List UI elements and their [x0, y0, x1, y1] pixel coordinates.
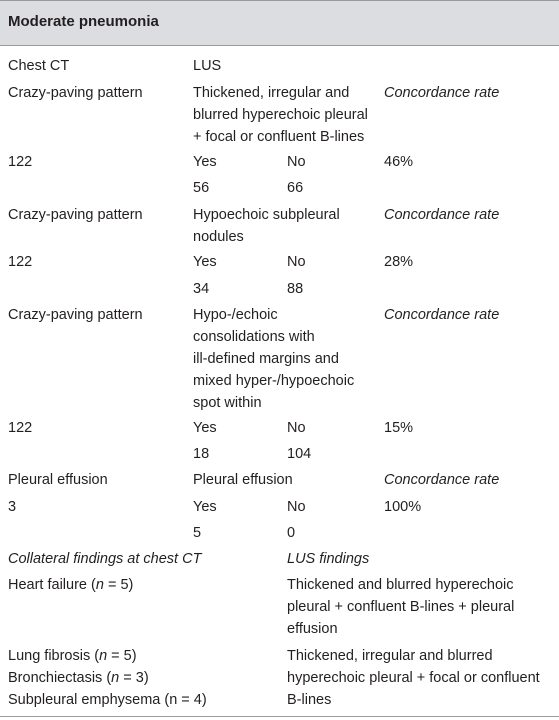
cell-yes-count: 5: [193, 525, 202, 541]
cell-no-count: 0: [287, 525, 296, 541]
cell-lus-finding-line: consolidations with: [193, 329, 315, 345]
cell-lus-header: LUS: [193, 58, 222, 74]
cell-concordance-value: 100%: [384, 499, 422, 515]
cell-lus-finding-line: spot within: [193, 395, 262, 411]
cell-lus-finding-line: hyperechoic pleural + focal or confluent: [287, 670, 540, 686]
cell-lus-finding-line: blurred hyperechoic pleural: [193, 107, 368, 123]
cell-concordance-label: Concordance rate: [384, 85, 500, 101]
cell-ct-finding: Crazy-paving pattern: [8, 307, 143, 323]
cell-yes-count: 18: [193, 446, 210, 462]
cell-lus-finding-line: Thickened, irregular and blurred: [287, 648, 493, 664]
cell-lus-finding-line: + focal or confluent B-lines: [193, 129, 365, 145]
cell-lus-finding-line: Thickened and blurred hyperechoic: [287, 577, 514, 593]
cell-no-count: 66: [287, 180, 304, 196]
cell-lus-finding-line: effusion: [287, 621, 338, 637]
cell-collateral-finding: Subpleural emphysema (n = 4): [8, 692, 207, 708]
cell-lus-finding-line: Pleural effusion: [193, 472, 293, 488]
cell-concordance-value: 46%: [384, 154, 414, 170]
table-header-band: [0, 0, 559, 46]
cell-lus-finding-line: mixed hyper-/hypoechoic: [193, 373, 355, 389]
cell-count: 122: [8, 420, 33, 436]
cell-lus-finding-line: Hypo-/echoic: [193, 307, 278, 323]
cell-count: 122: [8, 154, 33, 170]
cell-no: No: [287, 499, 306, 515]
cell-collateral-finding: Lung fibrosis (n = 5): [8, 648, 137, 664]
cell-ct-finding: Pleural effusion: [8, 472, 108, 488]
cell-no: No: [287, 154, 306, 170]
cell-concordance-label: Concordance rate: [384, 472, 500, 488]
cell-count: 122: [8, 254, 33, 270]
cell-lus-finding-line: B-lines: [287, 692, 332, 708]
cell-collateral-finding: Bronchiectasis (n = 3): [8, 670, 149, 686]
cell-lus-finding-line: ill-defined margins and: [193, 351, 339, 367]
cell-ct-finding: Crazy-paving pattern: [8, 207, 143, 223]
cell-no-count: 104: [287, 446, 312, 462]
cell-chest-ct-header: Chest CT: [8, 58, 70, 74]
cell-yes: Yes: [193, 499, 217, 515]
cell-concordance-value: 15%: [384, 420, 414, 436]
cell-collateral-header: Collateral findings at chest CT: [8, 551, 202, 567]
cell-no: No: [287, 254, 306, 270]
cell-lus-finding-line: pleural + confluent B-lines + pleural: [287, 599, 515, 615]
cell-yes-count: 56: [193, 180, 210, 196]
cell-collateral-finding: Heart failure (n = 5): [8, 577, 134, 593]
cell-ct-finding: Crazy-paving pattern: [8, 85, 143, 101]
cell-concordance-label: Concordance rate: [384, 307, 500, 323]
cell-yes-count: 34: [193, 281, 210, 297]
cell-no-count: 88: [287, 281, 304, 297]
table-bottom-rule: [0, 716, 559, 717]
cell-lus-finding-line: Hypoechoic subpleural: [193, 207, 340, 223]
cell-yes: Yes: [193, 154, 217, 170]
cell-lus-finding-line: nodules: [193, 229, 244, 245]
cell-concordance-label: Concordance rate: [384, 207, 500, 223]
cell-lus-findings-header: LUS findings: [287, 551, 370, 567]
table-title: Moderate pneumonia: [8, 13, 159, 30]
cell-yes: Yes: [193, 254, 217, 270]
cell-concordance-value: 28%: [384, 254, 414, 270]
cell-count: 3: [8, 499, 17, 515]
cell-lus-finding-line: Thickened, irregular and: [193, 85, 350, 101]
cell-yes: Yes: [193, 420, 217, 436]
cell-no: No: [287, 420, 306, 436]
